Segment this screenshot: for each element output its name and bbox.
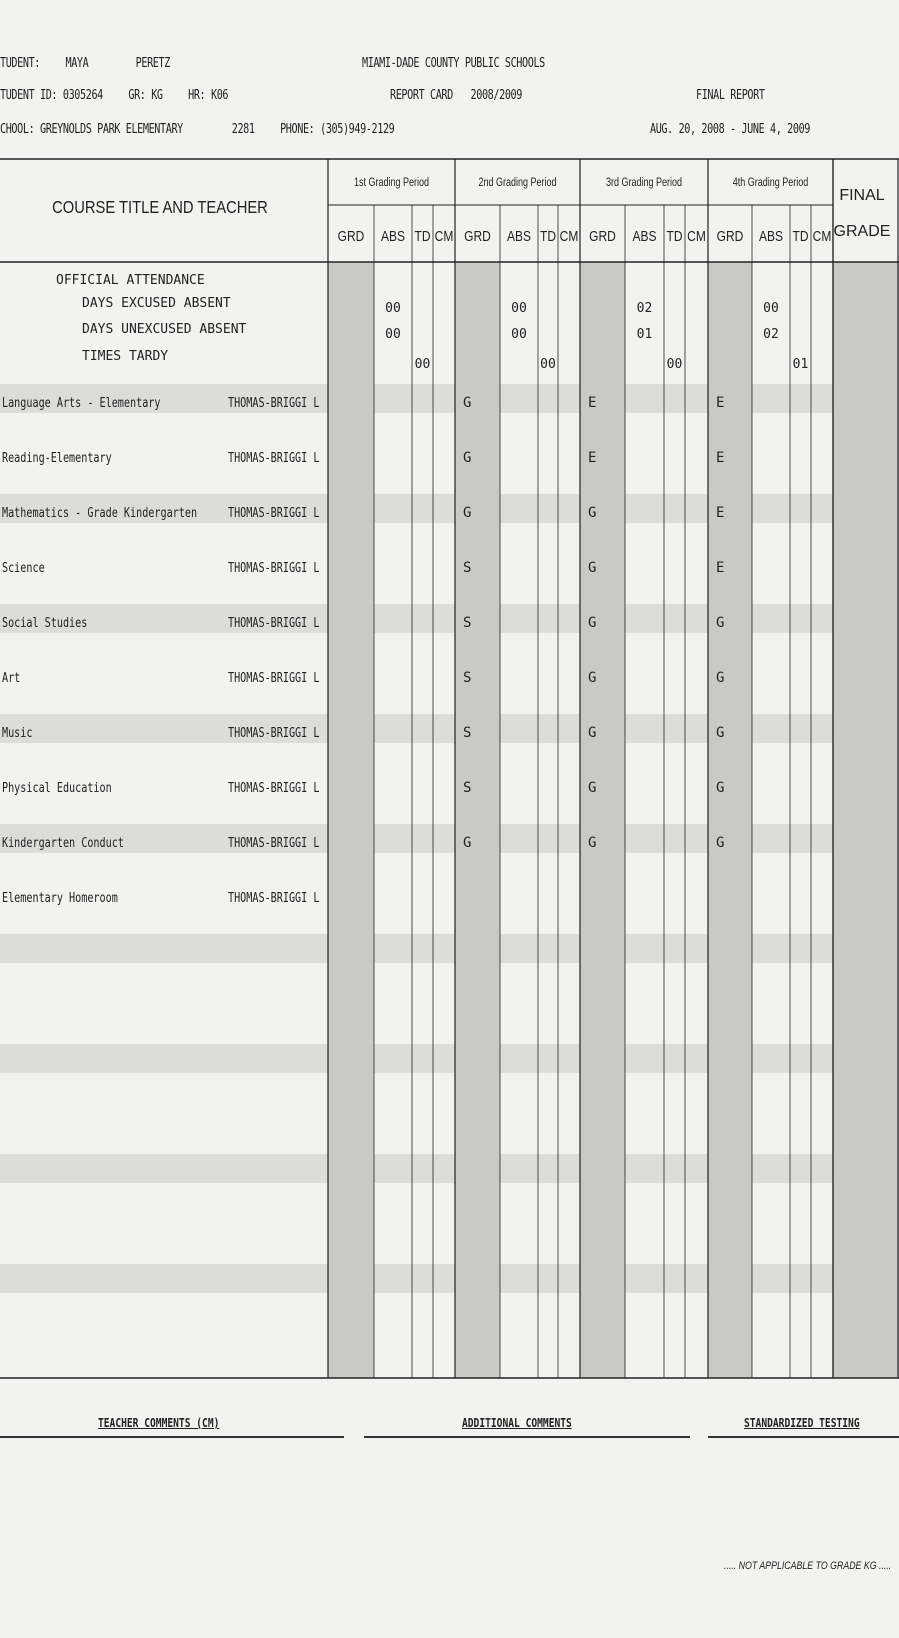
row-stripe: [0, 1044, 899, 1073]
grade-p2: S: [463, 780, 472, 796]
course-title: Mathematics - Grade Kindergarten: [1, 504, 198, 521]
excused-absent-p4: 00: [763, 301, 779, 316]
standardized-testing-rule: [708, 1436, 899, 1438]
school-name: GREYNOLDS PARK ELEMENTARY: [40, 122, 183, 137]
row-stripe: [0, 604, 899, 633]
course-teacher: THOMAS-BRIGGI L: [227, 394, 320, 411]
subcolumn-grd-p2: GRD: [464, 227, 491, 245]
times-tardy-p4: 01: [792, 357, 809, 372]
unexcused-absent-p3: 01: [636, 327, 653, 342]
grade-p2: G: [463, 505, 472, 521]
grade-p4: G: [716, 835, 725, 851]
subcolumn-grd-p1: GRD: [337, 227, 365, 245]
school-label: CHOOL:: [0, 122, 35, 137]
attendance-title: OFFICIAL ATTENDANCE: [56, 273, 205, 288]
report-type: FINAL REPORT: [696, 88, 765, 103]
additional-comments-heading: ADDITIONAL COMMENTS: [462, 1416, 572, 1430]
final-column-shade: [833, 262, 899, 1378]
course-title: Music: [1, 724, 33, 741]
additional-comments-rule: [364, 1436, 690, 1438]
times-tardy-p2: 00: [540, 357, 556, 372]
grade-p4: E: [716, 505, 725, 521]
grade-p3: E: [588, 395, 597, 411]
grade-p3: G: [588, 725, 597, 741]
period-3-header: 3rd Grading Period: [606, 175, 682, 190]
row-stripe: [0, 1154, 899, 1183]
period-1-header: 1st Grading Period: [354, 175, 429, 190]
excused-absent-p3: 02: [636, 301, 653, 316]
grd-column-shade-2: [455, 262, 500, 1378]
district-name: MIAMI-DADE COUNTY PUBLIC SCHOOLS: [362, 56, 545, 71]
grade-p2: S: [463, 615, 472, 631]
period-2-header: 2nd Grading Period: [478, 175, 557, 190]
attendance-label-unexcused: DAYS UNEXCUSED ABSENT: [82, 322, 247, 337]
subcolumn-td-p1: TD: [414, 227, 431, 245]
course-title: Elementary Homeroom: [1, 889, 118, 906]
row-stripe: [0, 934, 899, 963]
grade-p3: G: [588, 780, 597, 796]
excused-absent-p2: 00: [511, 301, 527, 316]
grade-p4: G: [716, 725, 725, 741]
grade-p2: G: [463, 450, 472, 466]
subcolumn-abs-p1: ABS: [380, 227, 406, 245]
standardized-testing-heading: STANDARDIZED TESTING: [744, 1416, 860, 1430]
course-title: Language Arts - Elementary: [1, 394, 161, 411]
grade-p3: G: [588, 670, 597, 686]
official-attendance: [56, 273, 247, 364]
grade-p4: E: [716, 450, 725, 466]
student-label: TUDENT:: [0, 56, 41, 71]
grade-p3: G: [588, 615, 597, 631]
student-id: 0305264: [62, 88, 103, 103]
subcolumn-cm-p1: CM: [434, 227, 454, 245]
table-row: [2, 890, 319, 906]
grd-column-shade-4: [708, 262, 752, 1378]
not-applicable-note: ..... NOT APPLICABLE TO GRADE KG .....: [724, 1560, 892, 1572]
grade-p4: G: [716, 780, 725, 796]
subcolumn-cm-p4: CM: [812, 227, 832, 245]
grade-p4: E: [716, 395, 725, 411]
homeroom-label: HR:: [188, 88, 206, 103]
unexcused-absent-p2: 00: [511, 327, 527, 342]
grade-p2: S: [463, 670, 472, 686]
report-title: REPORT CARD: [390, 88, 453, 103]
subcolumn-td-p2: TD: [540, 227, 556, 245]
subcolumn-abs-p2: ABS: [506, 227, 532, 245]
subcolumn-td-p3: TD: [666, 227, 683, 245]
subcolumn-td-p4: TD: [792, 227, 809, 245]
grade-p3: G: [588, 505, 597, 521]
course-teacher: THOMAS-BRIGGI L: [227, 504, 320, 521]
course-teacher: THOMAS-BRIGGI L: [227, 449, 320, 466]
phone-number: (305)949-2129: [320, 122, 395, 137]
grade-p2: S: [463, 725, 472, 741]
course-teacher: THOMAS-BRIGGI L: [227, 614, 320, 631]
school-year: 2008/2009: [470, 88, 522, 103]
student-first-name: MAYA: [65, 56, 89, 71]
excused-absent-p1: 00: [385, 301, 401, 316]
grade-p4: G: [716, 615, 725, 631]
row-stripe: [0, 1264, 899, 1293]
grade-p3: G: [588, 560, 597, 576]
grd-column-shade-1: [328, 262, 374, 1378]
unexcused-absent-p1: 00: [385, 327, 401, 342]
student-last-name: PERETZ: [135, 56, 170, 71]
row-stripe: [0, 824, 899, 853]
grade-p3: G: [588, 835, 597, 851]
course-header: COURSE TITLE AND TEACHER: [52, 197, 268, 218]
course-teacher: THOMAS-BRIGGI L: [227, 724, 320, 741]
final-header-line2: GRADE: [833, 223, 891, 240]
grade-label: GR:: [128, 88, 146, 103]
grade-value: KG: [151, 88, 163, 103]
subcolumn-cm-p2: CM: [559, 227, 579, 245]
teacher-comments-heading: TEACHER COMMENTS (CM): [98, 1416, 220, 1430]
final-header-line1: FINAL: [839, 187, 885, 204]
student-id-label: TUDENT ID:: [0, 88, 58, 103]
subcolumn-grd-p4: GRD: [716, 227, 744, 245]
date-range: AUG. 20, 2008 - JUNE 4, 2009: [650, 122, 811, 137]
subcolumn-cm-p3: CM: [687, 227, 706, 245]
teacher-comments-rule: [0, 1436, 344, 1438]
grd-column-shade-3: [580, 262, 625, 1378]
grade-p4: G: [716, 670, 725, 686]
grade-p3: E: [588, 450, 597, 466]
times-tardy-p3: 00: [666, 357, 683, 372]
subcolumn-grd-p3: GRD: [589, 227, 616, 245]
course-title: Kindergarten Conduct: [1, 834, 124, 851]
grade-p2: G: [463, 395, 472, 411]
course-teacher: THOMAS-BRIGGI L: [227, 779, 320, 796]
attendance-label-excused: DAYS EXCUSED ABSENT: [82, 296, 231, 311]
homeroom-value: K06: [210, 88, 229, 103]
row-stripe: [0, 714, 899, 743]
table-shading: [0, 262, 899, 1378]
course-title: Physical Education: [1, 779, 112, 796]
course-title: Reading-Elementary: [1, 449, 112, 466]
grade-p2: S: [463, 560, 472, 576]
attendance-label-tardy: TIMES TARDY: [82, 349, 169, 364]
course-title: Art: [1, 669, 21, 686]
unexcused-absent-p4: 02: [763, 327, 779, 342]
grade-p2: G: [463, 835, 472, 851]
period-4-header: 4th Grading Period: [732, 175, 809, 190]
phone-label: PHONE:: [280, 122, 315, 137]
course-teacher: THOMAS-BRIGGI L: [227, 669, 320, 686]
subcolumn-abs-p3: ABS: [632, 227, 657, 245]
times-tardy-p1: 00: [414, 357, 431, 372]
course-teacher: THOMAS-BRIGGI L: [227, 889, 320, 906]
course-title: Science: [1, 559, 45, 576]
subcolumn-abs-p4: ABS: [758, 227, 784, 245]
course-teacher: THOMAS-BRIGGI L: [227, 559, 320, 576]
school-code: 2281: [231, 122, 255, 137]
course-title: Social Studies: [1, 614, 88, 631]
grade-p4: E: [716, 560, 725, 576]
course-teacher: THOMAS-BRIGGI L: [227, 834, 320, 851]
